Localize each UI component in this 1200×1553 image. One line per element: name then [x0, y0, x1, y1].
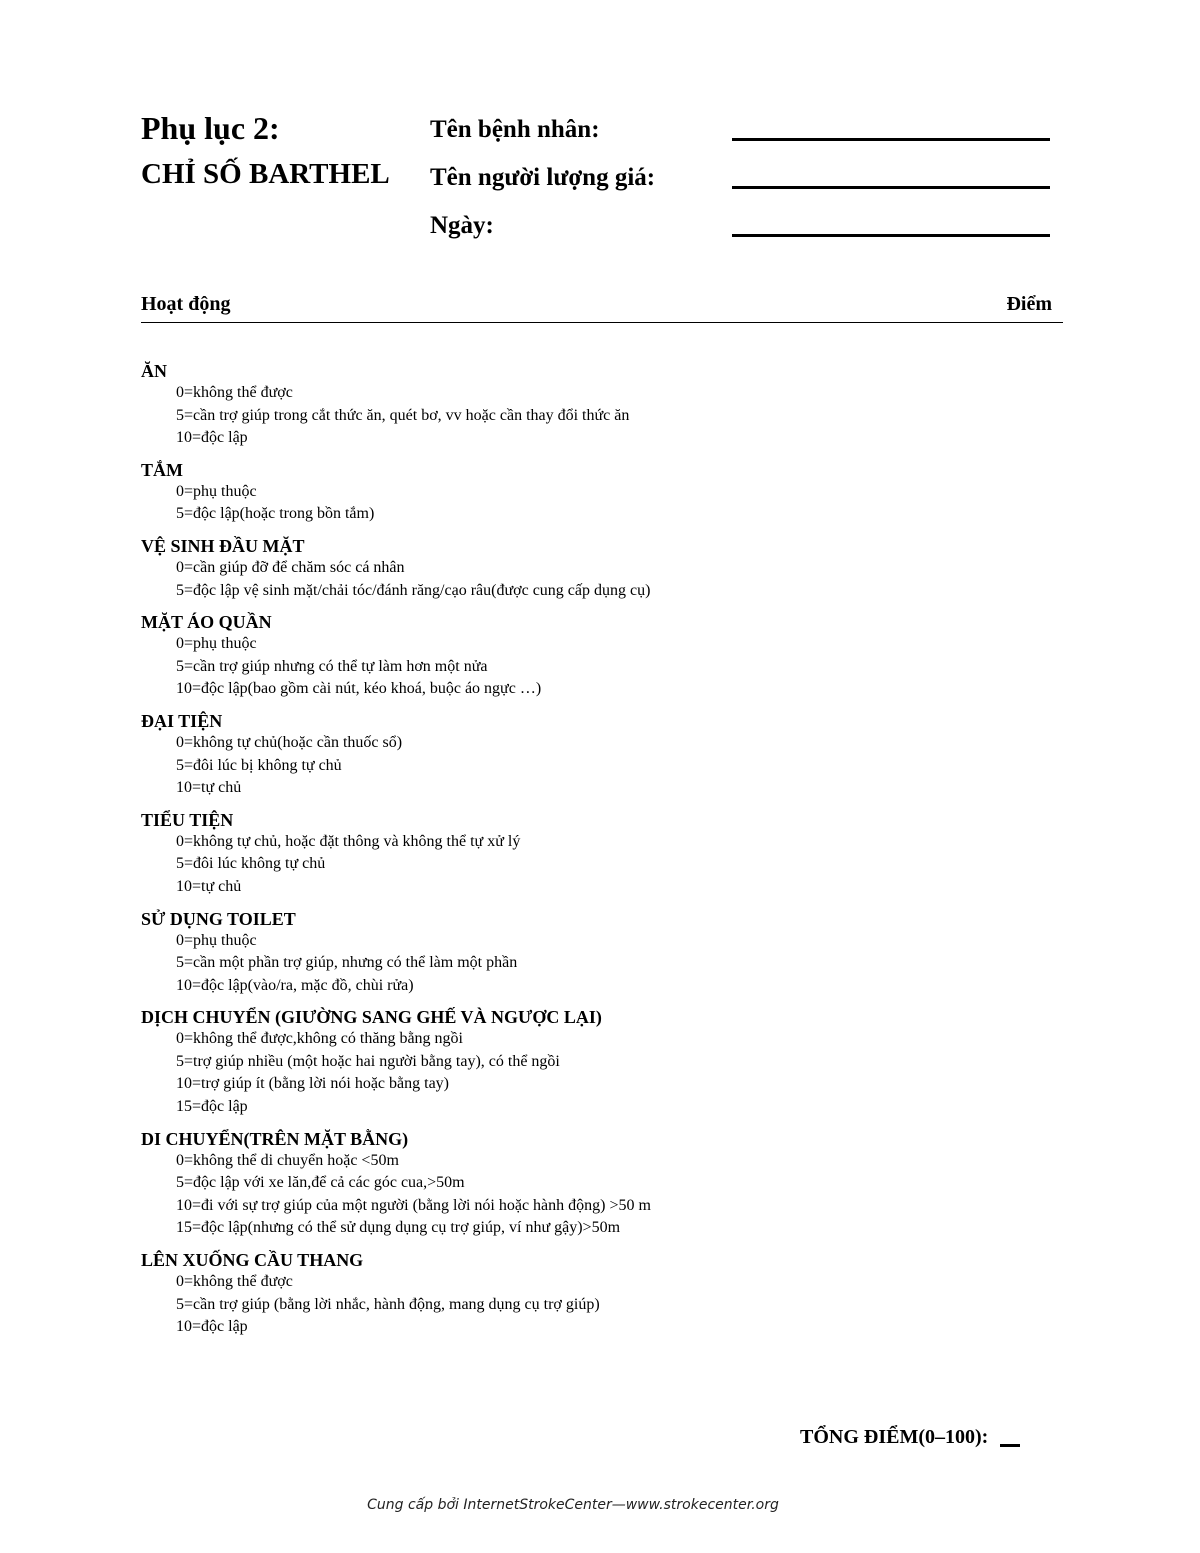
activity-title: ĐẠI TIỆN	[141, 710, 223, 731]
score-option: 15=độc lập(nhưng có thể sử dụng dụng cụ trợ giúp, ví như gậy)>50m	[176, 1219, 621, 1237]
score-option: 0=phụ thuộc	[176, 635, 257, 653]
activity-title: TIỂU TIỆN	[141, 809, 234, 830]
score-option: 10=tự chủ	[176, 877, 242, 895]
activity-section	[141, 360, 1041, 450]
score-option: 10=độc lập(bao gồm cài nút, kéo khoá, buộc áo ngực …)	[176, 680, 542, 698]
document-title: Phụ lục 2:	[141, 110, 280, 146]
column-header	[141, 292, 1063, 323]
document-subtitle: CHỈ SỐ BARTHEL	[141, 158, 390, 190]
total-score	[800, 1426, 1020, 1449]
assessor-name-field	[430, 162, 1050, 198]
activity-section	[141, 1006, 1041, 1118]
activity-section	[141, 809, 1041, 899]
score-option: 15=độc lập	[176, 1098, 248, 1116]
date-field	[430, 210, 1050, 246]
score-option: 10=trợ giúp ít (bằng lời nói hoặc bằng tay)	[176, 1075, 449, 1093]
activity-list	[141, 360, 1041, 1348]
score-option: 5=độc lập vệ sinh mặt/chải tóc/đánh răng/cạo râu(được cung cấp dụng cụ)	[176, 581, 651, 599]
activity-section	[141, 710, 1041, 800]
score-option: 0=không thể được	[176, 1273, 293, 1291]
score-option: 5=cần một phần trợ giúp, nhưng có thể làm một phần	[176, 954, 518, 972]
score-option: 5=độc lập(hoặc trong bồn tắm)	[176, 505, 375, 523]
activity-section	[141, 611, 1041, 701]
activity-title: DI CHUYỂN(TRÊN MẶT BẰNG)	[141, 1128, 409, 1149]
activity-section	[141, 1249, 1041, 1339]
date-label: Ngày:	[430, 212, 494, 239]
footer-credit: Cung cấp bởi InternetStrokeCenter—www.strokecenter.org	[367, 1497, 779, 1513]
score-option: 10=độc lập(vào/ra, mặc đồ, chùi rửa)	[176, 976, 414, 994]
activity-column-header: Hoạt động	[141, 293, 231, 315]
score-option: 5=cần trợ giúp nhưng có thể tự làm hơn một nửa	[176, 657, 488, 675]
score-column-header: Điểm	[1006, 293, 1052, 315]
score-option: 5=độc lập với xe lăn,để cả các góc cua,>50m	[176, 1174, 465, 1192]
total-score-blank	[1000, 1444, 1020, 1447]
score-option: 0=phụ thuộc	[176, 931, 257, 949]
score-option: 10=đi với sự trợ giúp của một người (bằng lời nói hoặc hành động) >50 m	[176, 1196, 651, 1214]
score-option: 0=không thể được	[176, 384, 293, 401]
activity-section	[141, 1128, 1041, 1240]
activity-title: MẶT ÁO QUẦN	[141, 612, 272, 633]
score-option: 0=cần giúp đỡ để chăm sóc cá nhân	[176, 558, 405, 576]
score-option: 5=đôi lúc bị không tự chủ	[176, 756, 342, 774]
activity-section	[141, 459, 1041, 526]
assessor-name-blank	[732, 186, 1050, 189]
score-option: 10=độc lập	[176, 1318, 248, 1336]
date-blank	[732, 234, 1050, 237]
activity-title: TẮM	[141, 459, 183, 480]
activity-title: DỊCH CHUYỂN (GIƯỜNG SANG GHẾ VÀ NGƯỢC LẠI)	[141, 1007, 602, 1028]
patient-name-field	[430, 114, 1050, 150]
score-option: 5=cần trợ giúp trong cắt thức ăn, quét bơ, vv hoặc cần thay đổi thức ăn	[176, 406, 630, 424]
activity-title: ĂN	[141, 361, 167, 381]
score-option: 5=trợ giúp nhiều (một hoặc hai người bằng tay), có thể ngồi	[176, 1052, 560, 1070]
patient-name-blank	[732, 138, 1050, 141]
activity-section	[141, 908, 1041, 998]
score-option: 5=đôi lúc không tự chủ	[176, 855, 326, 873]
activity-title: SỬ DỤNG TOILET	[141, 908, 296, 929]
activity-title: VỆ SINH ĐẦU MẶT	[141, 535, 305, 556]
score-option: 0=không tự chủ(hoặc cần thuốc sổ)	[176, 733, 403, 751]
assessor-name-label: Tên người lượng giá:	[430, 164, 656, 191]
score-option: 0=không thể được,không có thăng bằng ngồi	[176, 1030, 463, 1048]
activity-section	[141, 535, 1041, 602]
patient-name-label: Tên bệnh nhân:	[430, 116, 600, 143]
activity-title: LÊN XUỐNG CẦU THANG	[141, 1250, 364, 1271]
score-option: 0=không thể di chuyển hoặc <50m	[176, 1151, 399, 1169]
score-option: 10=độc lập	[176, 429, 248, 447]
total-score-label: TỔNG ĐIỂM(0–100):	[800, 1426, 989, 1448]
score-option: 0=phụ thuộc	[176, 482, 257, 500]
score-option: 0=không tự chủ, hoặc đặt thông và không thể tự xử lý	[176, 832, 521, 850]
score-option: 10=tự chủ	[176, 779, 242, 797]
score-option: 5=cần trợ giúp (bằng lời nhắc, hành động, mang dụng cụ trợ giúp)	[176, 1295, 600, 1313]
